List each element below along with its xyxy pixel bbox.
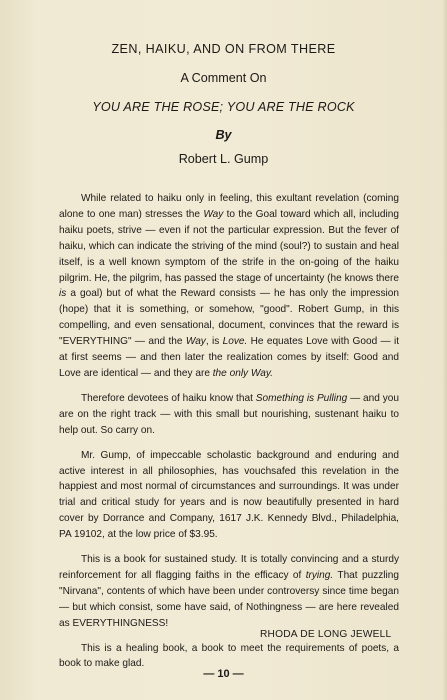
italic-text-run: Love. (222, 336, 248, 348)
article-subtitle: A Comment On (180, 71, 267, 85)
italic-text-run: Something is Pulling (255, 392, 348, 404)
text-run: While related to haiku only in feeling, this exultant revelation (coming alone to one man) stresses the (59, 193, 399, 220)
paragraph (59, 391, 399, 439)
text-run: a goal) but of what the Reward consists — he has only the impression (hope) that it is something, or somehow, "good". Robert Gump, in this compelling, and even sensational, document, convinces that the reward is "EVERYTHING" — and the (59, 288, 399, 348)
text-run: That puzzling "Nirvana", contents of which have been under controversy since time began — but which consist, some have said, of Nothingness — are here revealed as EVERYTHINGNESS! (59, 569, 399, 629)
article-title: ZEN, HAIKU, AND ON FROM THERE (111, 42, 336, 56)
text-run: , is (205, 336, 223, 348)
paragraph (59, 448, 399, 543)
review-signature: RHODA DE LONG JEWELL (260, 629, 392, 640)
article-body (59, 191, 399, 681)
italic-text-run: Way (185, 336, 206, 348)
italic-text-run: the only Way. (212, 367, 273, 379)
book-author: Robert L. Gump (178, 152, 269, 166)
text-run: This is a book for sustained study. It is totally convincing and a sturdy reinforcement for all flagging faiths in the efficacy of (59, 554, 399, 581)
text-run: to the Goal toward which all, including haiku poets, strive — even if not the particular expression. But the fever of haiku, which can indicate the striving of the mind (soul?) to sustain and heal itself, is a well known symptom of the strife in the on-going of the haiku pilgrim. He, the pilgrim, has passed the stage of uncertainty (he knows there (59, 208, 399, 284)
italic-text-run: Way (203, 208, 224, 220)
paragraph (59, 191, 399, 382)
text-run: Therefore devotees of haiku know that (81, 392, 256, 404)
text-run: He equates Love with Good — it at first seems — and then later the realization comes by itself: Good and Love are identical — and they are (59, 336, 400, 379)
book-title: YOU ARE THE ROSE; YOU ARE THE ROCK (92, 100, 355, 114)
paragraph (59, 552, 399, 632)
byline-label: By (215, 128, 232, 142)
text-run: Mr. Gump, of impeccable scholastic background and enduring and active interest in all philosophies, has vouchsafed this revelation in the happiest and most normal of circumstances and surroundings. It was under trial and critical study for years and is now beautifully presented in hard cover by Dorrance and Company, 1617 J.K. Kennedy Blvd., Philadelphia, PA 19102, at the low price of $3.95. (59, 449, 399, 541)
text-run: — and you are on the right track — with this small but nourishing, sustenant haiku to help out. So carry on. (59, 392, 399, 436)
page-number: — 10 — (203, 668, 244, 680)
italic-text-run: trying. (305, 569, 334, 581)
italic-text-run: is (59, 288, 67, 300)
page-edge-shadow (442, 0, 447, 700)
text-run: This is a healing book, a book to meet the requirements of poets, a book to make glad. (59, 642, 399, 670)
